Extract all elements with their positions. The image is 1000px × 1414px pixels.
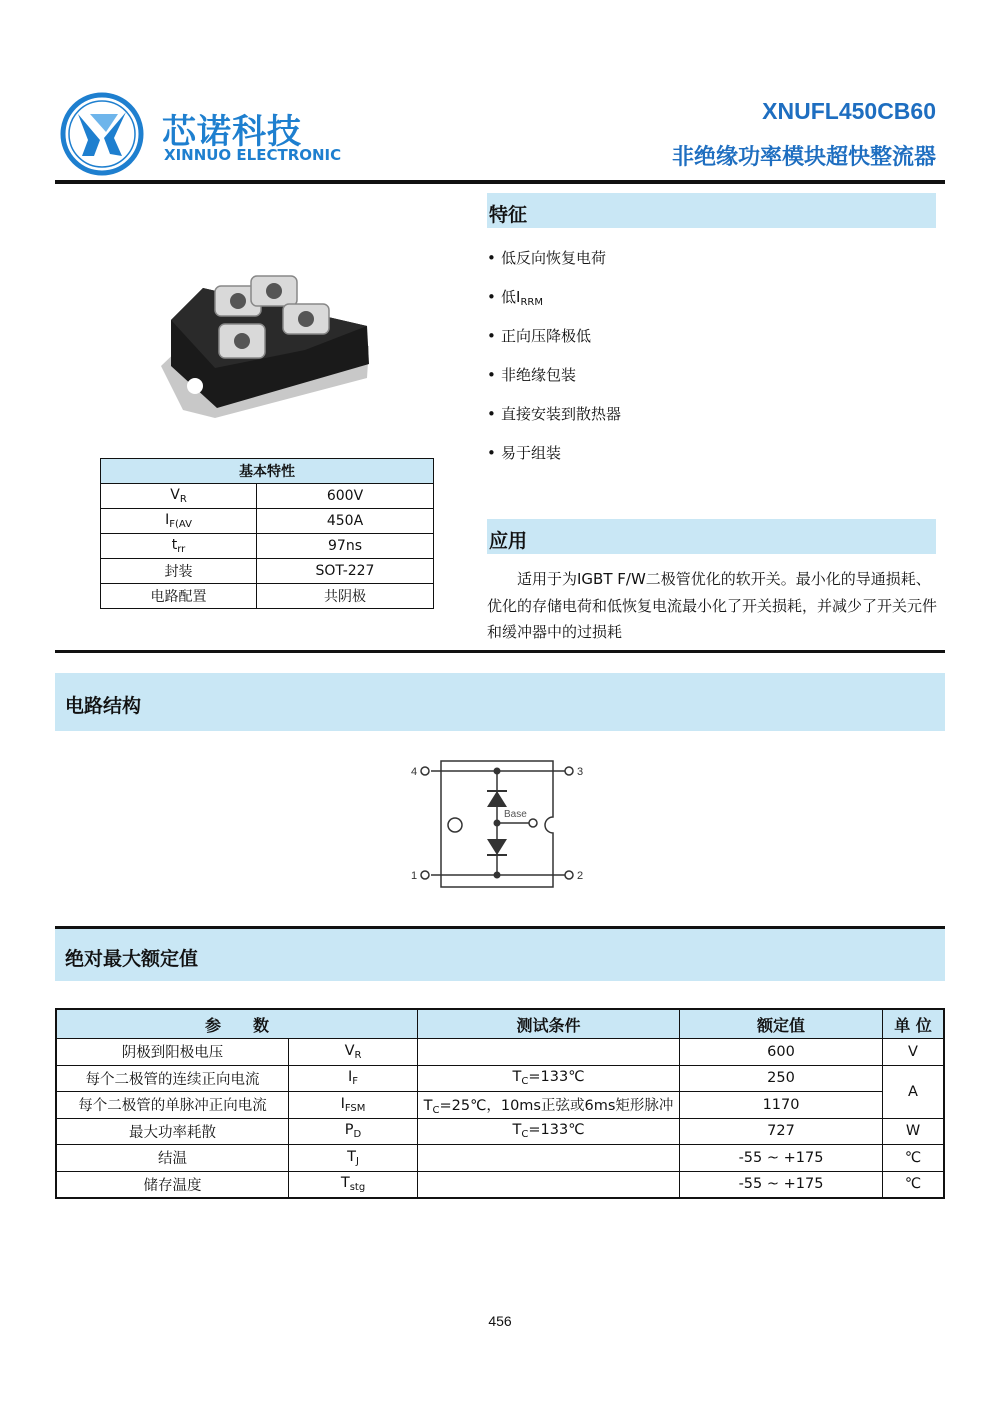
circuit-header <box>55 673 945 731</box>
part-number: XNUFL450CB60 <box>762 98 936 124</box>
ratings-table <box>55 1008 945 1199</box>
table-row: 最大功率耗散 $P_D$ $T_C=133℃$ 727 W <box>56 1118 944 1145</box>
pin-3-label: 3 <box>577 766 584 778</box>
feature-list <box>487 248 621 482</box>
ratings-title: 绝对最大额定值 <box>65 948 199 970</box>
header-rule <box>55 180 945 184</box>
part-title: 非绝缘功率模块超快整流器 <box>671 145 936 170</box>
base-label: Base <box>504 809 527 820</box>
table-row: 结温 $T_J$ -55 ~ +175 ℃ <box>56 1145 944 1172</box>
list-item: • 低反向恢复电荷 <box>487 249 607 267</box>
list-item: • 非绝缘包装 <box>487 366 577 384</box>
company-logo <box>60 92 144 176</box>
list-item: • 易于组装 <box>487 444 562 462</box>
brand-name-en: XINNUO ELECTRONIC <box>164 146 342 164</box>
circuit-diagram <box>405 755 590 890</box>
table-row: 每个二极管的单脉冲正向电流 $I_{FSM}$ $T_C=25℃$，10ms正弦或6ms矩形脉冲 1170 <box>56 1092 944 1119</box>
table-row: 电路配置 共阴极 <box>101 584 434 609</box>
application-header <box>487 519 936 554</box>
list-item: • 直接安装到散热器 <box>487 405 622 423</box>
table-row: 阴极到阳极电压 $V_R$ 600 V <box>56 1039 944 1066</box>
basic-characteristics-table <box>100 458 434 609</box>
table-header-row: 参 数 测试条件 额定值 单 位 <box>56 1009 944 1039</box>
application-title: 应用 <box>489 530 528 552</box>
table-row: 每个二极管的连续正向电流 $I_F$ $T_C=133℃$ 250 A <box>56 1065 944 1092</box>
basic-table-title: 基本特性 <box>101 459 434 484</box>
brand-name-cn: 芯诺科技 <box>162 112 302 152</box>
page-number: 456 <box>488 1313 512 1329</box>
table-row: $I_{F(AV}$ 450A <box>101 509 434 534</box>
product-image <box>155 268 373 424</box>
circuit-title: 电路结构 <box>65 695 142 717</box>
features-title: 特征 <box>489 204 528 226</box>
pin-1-label: 1 <box>411 870 418 882</box>
section-rule <box>55 650 945 653</box>
pin-4-label: 4 <box>411 766 418 778</box>
list-item: • 低$I_{RRM}$ <box>487 288 543 308</box>
application-text: 适用于为IGBT F/W二极管优化的软开关。最小化的导通损耗、优化的存储电荷和低恢复电流最小化了开关损耗，并减少了开关元件和缓冲器中的过损耗 <box>487 570 938 641</box>
table-row: 储存温度 $T_{stg}$ -55 ~ +175 ℃ <box>56 1171 944 1198</box>
pin-2-label: 2 <box>577 870 584 882</box>
table-row: $t_{rr}$ 97ns <box>101 534 434 559</box>
list-item: • 正向压降极低 <box>487 327 592 345</box>
table-row: $V_R$ 600V <box>101 484 434 509</box>
table-row: 封装 SOT-227 <box>101 559 434 584</box>
features-header <box>487 193 936 228</box>
ratings-header <box>55 929 945 981</box>
